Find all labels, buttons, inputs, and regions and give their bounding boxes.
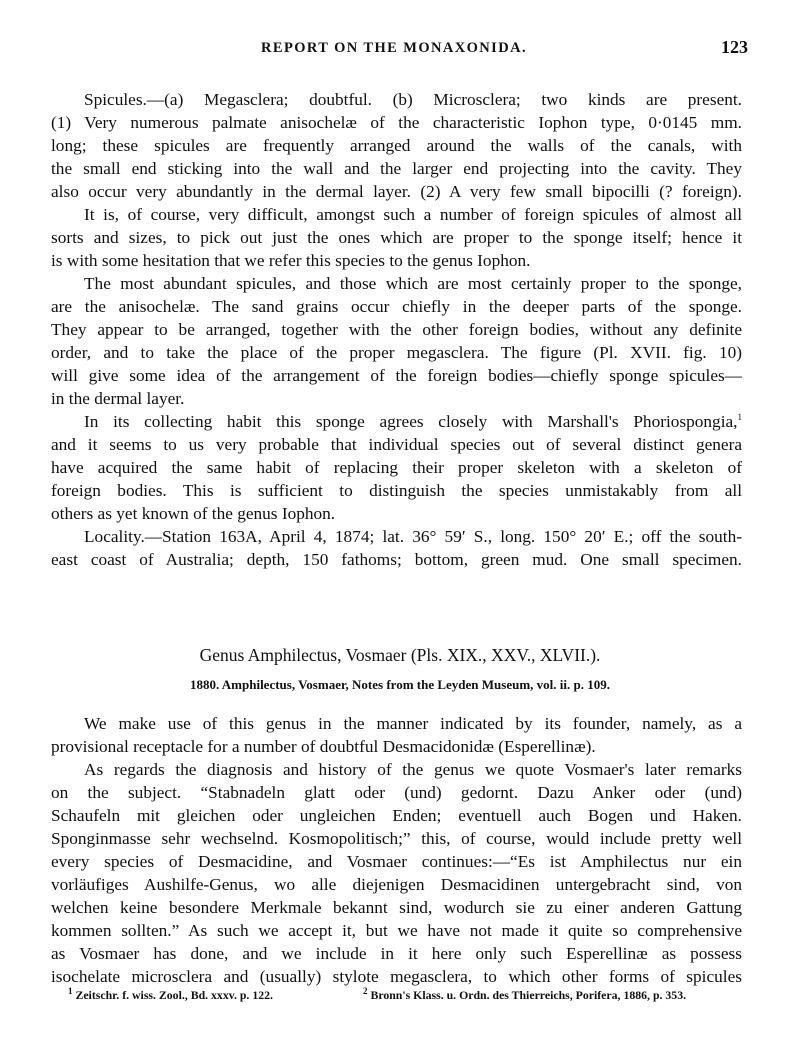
text-line: As regards the diagnosis and history of the genus we quote Vosmaer's later remarks [84, 760, 742, 779]
text-line: will give some idea of the arrangement of the foreign bodies—chiefly sponge spicules— [51, 366, 742, 385]
text-line: Spicules.—(a) Megasclera; doubtful. (b) Microsclera; two kinds are present. [84, 90, 742, 109]
genus-heading: Genus Amphilectus, Vosmaer (Pls. XIX., XXV., XLVII.). [199, 645, 601, 665]
text-line: kommen sollten.” As such we accept it, but we have not made it quite so comprehensive [51, 921, 742, 940]
species-description [51, 88, 742, 571]
text-line: isochelate microsclera and (usually) stylote megasclera, to which other forms of spicules [51, 967, 742, 986]
running-title: REPORT ON THE MONAXONIDA. [261, 40, 527, 56]
text-line: It is, of course, very difficult, amongst such a number of foreign spicules of almost all [84, 205, 742, 224]
text-line: They appear to be arranged, together with the other foreign bodies, without any definite [51, 320, 742, 339]
text-line: Sponginmasse sehr wechselnd. Kosmopolitisch;” this, of course, would include pretty well [51, 829, 742, 848]
footnote-1 [68, 988, 273, 1003]
text-line: Schaufeln mit gleichen oder ungleichen Enden; eventuell auch Bogen und Haken. [51, 806, 742, 825]
text-line: every species of Desmacidine, and Vosmaer continues:—“Es ist Amphilectus nur ein [51, 852, 742, 871]
text-line: welchen keine besondere Merkmale bekannt sind, wodurch sie zu einer anderen Gattung [51, 898, 742, 917]
text-line: and it seems to us very probable that individual species out of several distinct genera [51, 435, 742, 454]
footnote-mark-1: 1 [737, 412, 742, 423]
text-line: also occur very abundantly in the dermal layer. (2) A very few small bipocilli (? foreign). [51, 182, 742, 201]
text-line: foreign bodies. This is sufficient to distinguish the species unmistakably from all [51, 481, 742, 500]
footnote-1-mark: 1 [68, 986, 73, 997]
text-line: long; these spicules are frequently arranged around the walls of the canals, with [51, 136, 742, 155]
footnote-2 [363, 988, 686, 1003]
text-line: The most abundant spicules, and those which are most certainly proper to the sponge, [84, 274, 742, 293]
page-number: 123 [721, 37, 748, 57]
locality-line: Locality.—Station 163A, April 4, 1874; lat. 36° 59′ S., long. 150° 20′ E.; off the south- [84, 527, 742, 546]
text-line: the small end sticking into the wall and the larger end projecting into the cavity. They [51, 159, 742, 178]
text-line: east coast of Australia; depth, 150 fathoms; bottom, green mud. One small specimen. [51, 550, 742, 569]
text-line: as Vosmaer has done, and we include in it here only such Esperellinæ as possess [51, 944, 742, 963]
text-line: are the anisochelæ. The sand grains occur chiefly in the deeper parts of the sponge. [51, 297, 742, 316]
text-line: on the subject. “Stabnadeln glatt oder (und) gedornt. Dazu Anker oder (und) [51, 783, 742, 802]
text-line: order, and to take the place of the proper megasclera. The figure (Pl. XVII. fig. 10) [51, 343, 742, 362]
text-line: We make use of this genus in the manner indicated by its founder, namely, as a [84, 714, 742, 733]
text-line: in the dermal layer. [51, 389, 185, 408]
genus-reference: 1880. Amphilectus, Vosmaer, Notes from the Leyden Museum, vol. ii. p. 109. [190, 677, 610, 692]
text-line: others as yet known of the genus Iophon. [51, 504, 336, 523]
footnote-2-text: Bronn's Klass. u. Ordn. des Thierreichs, Porifera, 1886, p. 353. [370, 988, 687, 1002]
text-line: is with some hesitation that we refer this species to the genus Iophon. [51, 251, 531, 270]
text-line: provisional receptacle for a number of doubtful Desmacidonidæ (Esperellinæ). [51, 737, 596, 756]
text-line: sorts and sizes, to pick out just the ones which are proper to the sponge itself; hence it [51, 228, 742, 247]
running-header [40, 37, 748, 62]
text-line: In its collecting habit this sponge agrees closely with Marshall's Phoriospongia, [84, 412, 738, 431]
text-line-with-footnote [51, 410, 742, 433]
footnote-1-text: Zeitschr. f. wiss. Zool., Bd. xxxv. p. 122. [75, 988, 273, 1002]
genus-discussion [51, 712, 742, 988]
text-line: (1) Very numerous palmate anisochelæ of the characteristic Iophon type, 0·0145 mm. [51, 113, 742, 132]
text-line: vorläufiges Aushilfe-Genus, wo alle diejenigen Desmacidinen untergebracht sind, von [51, 875, 742, 894]
text-line: have acquired the same habit of replacing their proper skeleton with a skeleton of [51, 458, 742, 477]
footnote-2-mark: 2 [363, 986, 368, 997]
